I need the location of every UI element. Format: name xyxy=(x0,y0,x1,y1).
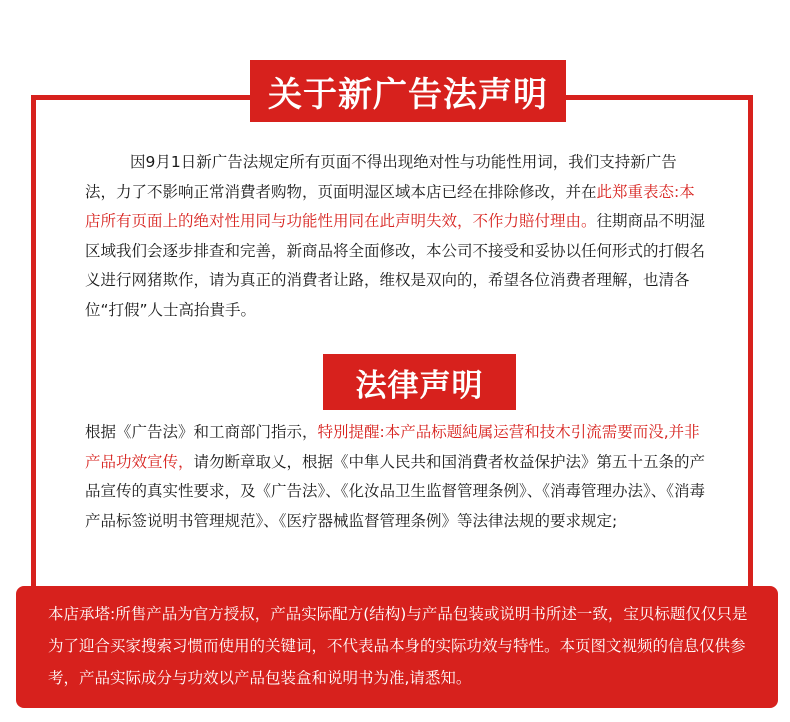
statement-text-highlight: 此郑重表态:本店所有页面上的绝对性用同与功能性用同在此声明失效，不作力賠付理由。 xyxy=(85,182,695,230)
legal-text-highlight: 特別提醒:本产品标题純属运营和技木引流需要而没,并非产品功效宣传， xyxy=(85,423,700,471)
store-commitment-text: 本店承塔:所售产品为官方授叔，产品实际配方(结构)与产品包装或说明书所述一致，宝贝标题仅仅只是为了迎合买家搜索习惯而使用的关键词，不代表品本身的实际功效与特性。本页图文视频的信息仅供参考，产品实际成分与功效以产品包装盒和说明书为准,请悉知。 xyxy=(48,605,748,687)
store-commitment-notice xyxy=(16,586,778,708)
ad-law-statement-title: 关于新广告法声明 xyxy=(250,60,566,122)
legal-statement-title: 法律声明 xyxy=(323,354,516,410)
ad-law-statement-paragraph xyxy=(85,148,707,325)
statement-text-closing: 往期商品不明湿区域我们会逐步排查和完善，新商品将全面修改，本公司不接受和妥协以任何形式的打假名义进行网猪欺作，请为真正的消費者让路，维权是双向的，希望各位消费者理解，也清各位“打假”人士高抬貴手。 xyxy=(85,212,706,319)
legal-text-body: 请勿断章取乂，根据《中隼人民共和国消費者枚益保护法》第五十五条的产品宣传的真实性要求，及《广告法》、《化汝品卫生监督管理条例》、《消毒管理办法》、《消毒产品标签说明书管理规范》、《医疗器械监督管理条例》等法律法规的要求规定; xyxy=(85,452,706,530)
legal-text-intro: 根据《广告法》和工商部门指示， xyxy=(85,423,318,441)
legal-statement-paragraph xyxy=(85,418,707,536)
statement-text-intro: 因9月1日新广告法规定所有页面不得出现绝对性与功能性用词，我们支持新广告法，力了不影响正常消費者购物，页面明湿区域本店已经在排除修改，并在 xyxy=(85,153,677,201)
